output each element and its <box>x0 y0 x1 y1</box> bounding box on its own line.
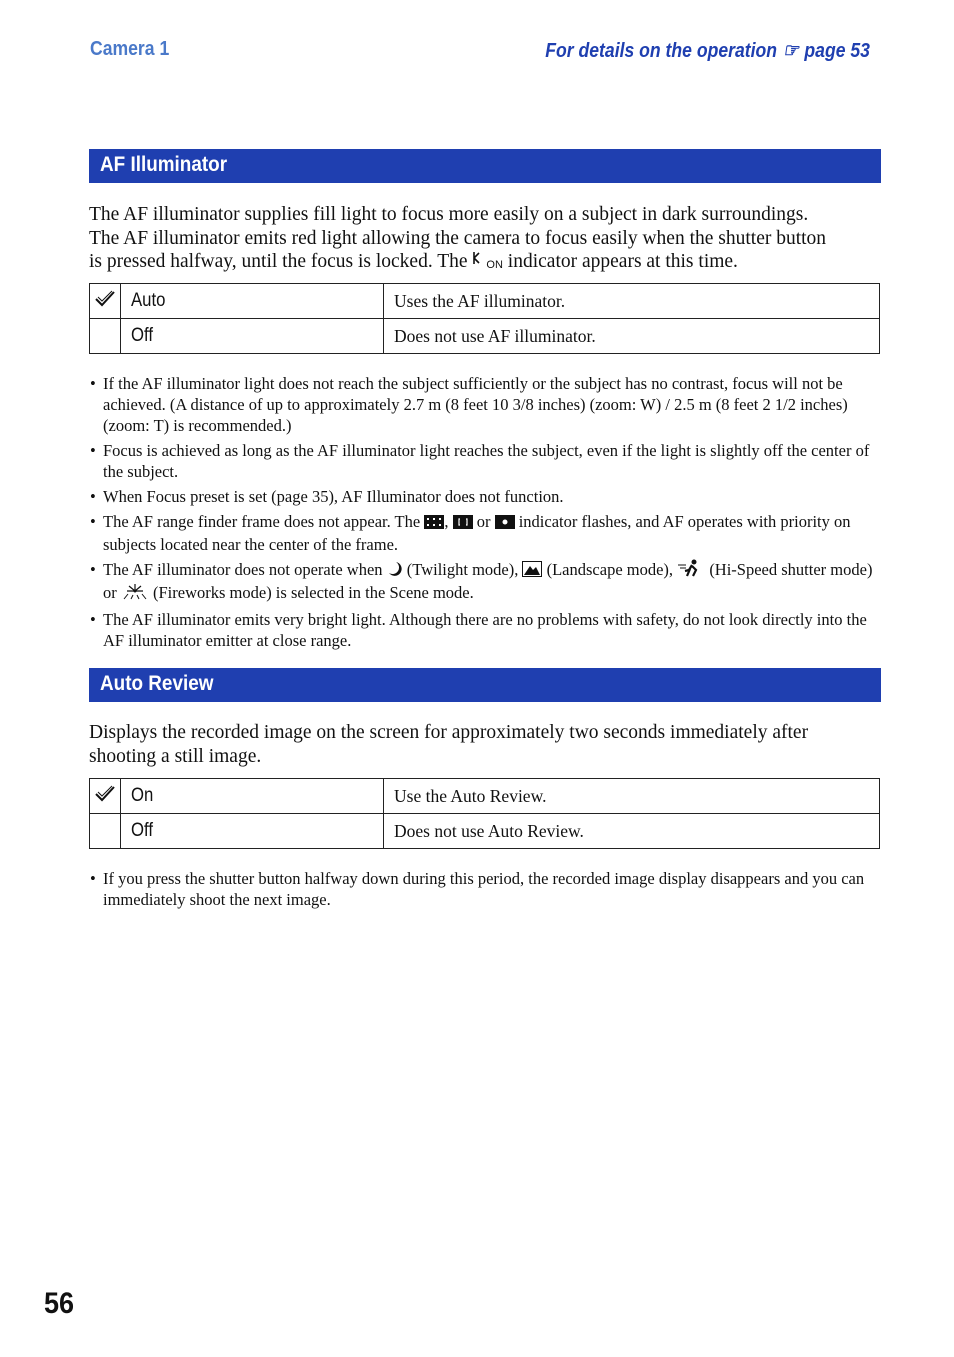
auto-review-intro: Displays the recorded image on the screen for approximately two seconds immediately after shooting a still image. <box>89 722 809 767</box>
option-description: Does not use AF illuminator. <box>384 319 880 354</box>
icon-on-label: ON <box>486 259 503 271</box>
note-text: The AF illuminator does not operate when <box>103 560 383 579</box>
list-item: • When Focus preset is set (page 35), AF Illuminator does not function. <box>89 486 881 507</box>
option-description: Use the Auto Review. <box>384 779 880 814</box>
list-item: • The AF illuminator emits very bright light. Although there are no problems with safety, do not look directly into the AF illuminator emitter at close range. <box>89 609 881 651</box>
list-item: • Focus is achieved as long as the AF illuminator light reaches the subject, even if the light is slightly off the center of the subject. <box>89 440 881 482</box>
af-illuminator-notes <box>89 373 881 655</box>
intro-line: The AF illuminator emits red light allowing the camera to focus easily when the shutter button <box>89 227 827 249</box>
twilight-mode-icon <box>387 561 403 582</box>
auto-review-title: Auto Review <box>100 672 214 695</box>
intro-line: The AF illuminator supplies fill light to focus more easily on a subject in dark surroundings. <box>89 204 809 225</box>
header-section-label: Camera 1 <box>90 38 170 60</box>
table-row[interactable] <box>90 284 880 319</box>
note-text: (Twilight mode), <box>406 560 519 579</box>
table-row[interactable] <box>90 814 880 849</box>
hi-speed-shutter-icon <box>677 559 705 582</box>
empty-check-cell <box>90 814 121 849</box>
af-illuminator-options-table <box>89 283 880 354</box>
note-text: The AF range finder frame does not appear. The <box>103 512 421 531</box>
note-text: , <box>444 512 449 531</box>
intro-text: indicator appears at this time. <box>507 251 738 272</box>
list-item <box>89 559 881 605</box>
header-page-reference <box>545 38 870 63</box>
option-name: Auto <box>121 284 384 319</box>
intro-line <box>89 250 884 278</box>
option-description: Does not use Auto Review. <box>384 814 880 849</box>
option-name: On <box>121 779 384 814</box>
af-illuminator-heading-bar <box>89 149 881 183</box>
list-item: • If the AF illuminator light does not reach the subject sufficiently or the subject has no contrast, focus will not be achieved. (A distance of up to approximately 2.7 m (8 feet 10 3/8 inches) (zoom: W) / 2.5 m (8 feet 2 1/2 inches) (zoom: T) is recommended.) <box>89 373 881 436</box>
note-text: (Landscape mode), <box>546 560 674 579</box>
default-checkmark-icon <box>90 284 121 319</box>
auto-review-heading-bar <box>89 668 881 702</box>
default-checkmark-icon <box>90 779 121 814</box>
fireworks-mode-icon <box>121 582 149 605</box>
center-af-icon <box>453 513 473 534</box>
empty-check-cell <box>90 319 121 354</box>
intro-text: is pressed halfway, until the focus is locked. The <box>89 251 468 272</box>
af-illuminator-on-icon <box>472 250 503 278</box>
list-item <box>89 511 881 555</box>
note-text: indicator flashes, and AF operates with priority on subjects located near the center of the frame. <box>103 512 851 554</box>
pointing-hand-icon: ☞ <box>782 40 799 62</box>
note-text: (Fireworks mode) is selected in the Scene mode. <box>153 583 474 602</box>
auto-review-notes <box>89 868 881 914</box>
option-name: Off <box>121 814 384 849</box>
note-text: (Hi-Speed shutter mode) or <box>103 560 873 602</box>
note-text: or <box>476 512 491 531</box>
option-description: Uses the AF illuminator. <box>384 284 880 319</box>
auto-review-options-table <box>89 778 880 849</box>
af-illuminator-title: AF Illuminator <box>100 153 228 176</box>
table-row[interactable] <box>90 319 880 354</box>
option-name: Off <box>121 319 384 354</box>
af-illuminator-intro <box>89 203 884 278</box>
reference-prefix: For details on the operation <box>545 40 778 62</box>
multi-point-af-icon <box>424 513 444 534</box>
reference-page: page 53 <box>804 40 870 62</box>
list-item: • If you press the shutter button halfway down during this period, the recorded image display disappears and you can immediately shoot the next image. <box>89 868 881 910</box>
landscape-mode-icon <box>522 561 542 582</box>
spot-af-icon <box>495 513 515 534</box>
page-number: 56 <box>44 1287 75 1320</box>
table-row[interactable] <box>90 779 880 814</box>
